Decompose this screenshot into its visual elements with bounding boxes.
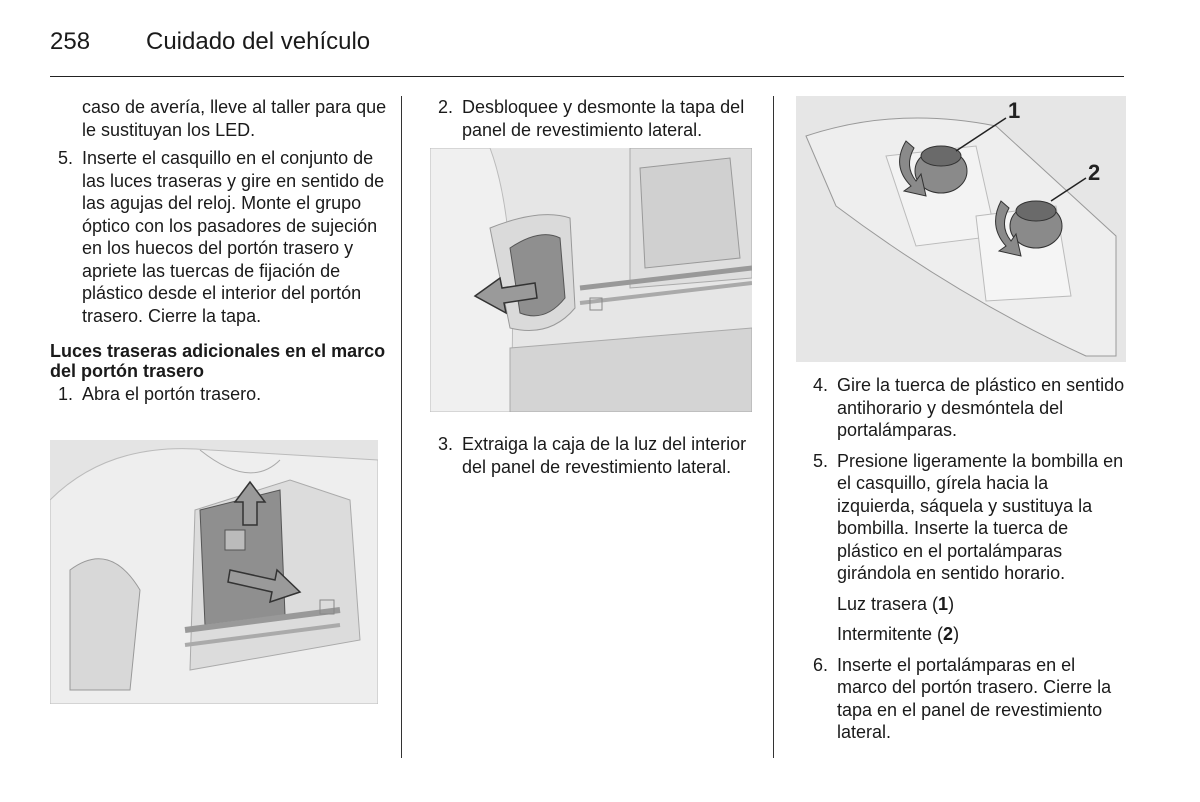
column-divider — [401, 96, 402, 758]
step-number: 3. — [438, 434, 454, 454]
step-item — [50, 383, 390, 406]
step-item — [805, 654, 1130, 744]
step-item — [805, 450, 1130, 585]
step-number: 6. — [813, 654, 829, 675]
column-divider — [773, 96, 774, 758]
step-number: 5. — [813, 450, 829, 471]
legend-item: Intermitente (2) — [837, 624, 960, 644]
continued-text: caso de avería, lleve al taller para que le sustituyan los LED. — [82, 97, 387, 140]
legend-key: 2 — [943, 624, 954, 644]
step-number: 5. — [58, 148, 74, 168]
legend-key: 1 — [938, 593, 949, 614]
step-item — [430, 433, 755, 478]
step-number: 2. — [438, 97, 454, 117]
legend-item: Luz trasera (1) — [837, 593, 955, 614]
section-subheading: Luces traseras adicionales en el marco del portón trasero — [50, 341, 386, 381]
step-text: Presione ligeramente la bombilla en el casquillo, gírela hacia la izquierda, sáquela y sustituya la bombilla. Inserte la tuerca de plástico en el portalámparas girándola en sentido horario. — [837, 450, 1124, 583]
step-item — [50, 147, 390, 327]
trunk-panel-illustration — [50, 440, 378, 704]
step-text: Inserte el casquillo en el conjunto de las luces traseras y gire en sentido de las agujas del reloj. Monte el grupo óptico con los pasadores de sujeción en los huecos del portón trasero y apriete las tuercas de fijación de plástico desde el interior del portón trasero. Cierre la tapa. — [82, 148, 385, 326]
figure-label: 1 — [1008, 98, 1021, 123]
figure-label: 2 — [1088, 160, 1101, 185]
step-number: 1. — [58, 384, 74, 404]
column-3 — [805, 96, 1130, 744]
trim-panel-illustration — [430, 148, 752, 412]
step-text: Abra el portón trasero. — [82, 384, 262, 404]
step-item — [430, 96, 755, 141]
step-number: 4. — [813, 375, 829, 395]
step-item — [805, 374, 1130, 442]
page-title: Cuidado del vehículo — [146, 28, 371, 55]
step-text: Gire la tuerca de plástico en sentido antihorario y desmóntela del portalámparas. — [837, 375, 1125, 440]
step-text: Inserte el portalámparas en el marco del portón trasero. Cierre la tapa en el panel de revestimiento lateral. — [837, 654, 1112, 742]
column-1 — [50, 96, 390, 406]
step-text: Desbloquee y desmonte la tapa del panel de revestimiento lateral. — [462, 97, 745, 140]
page-header — [50, 22, 1124, 77]
step-text: Extraiga la caja de la luz del interior del panel de revestimiento lateral. — [462, 434, 747, 477]
page-number: 258 — [50, 28, 91, 55]
